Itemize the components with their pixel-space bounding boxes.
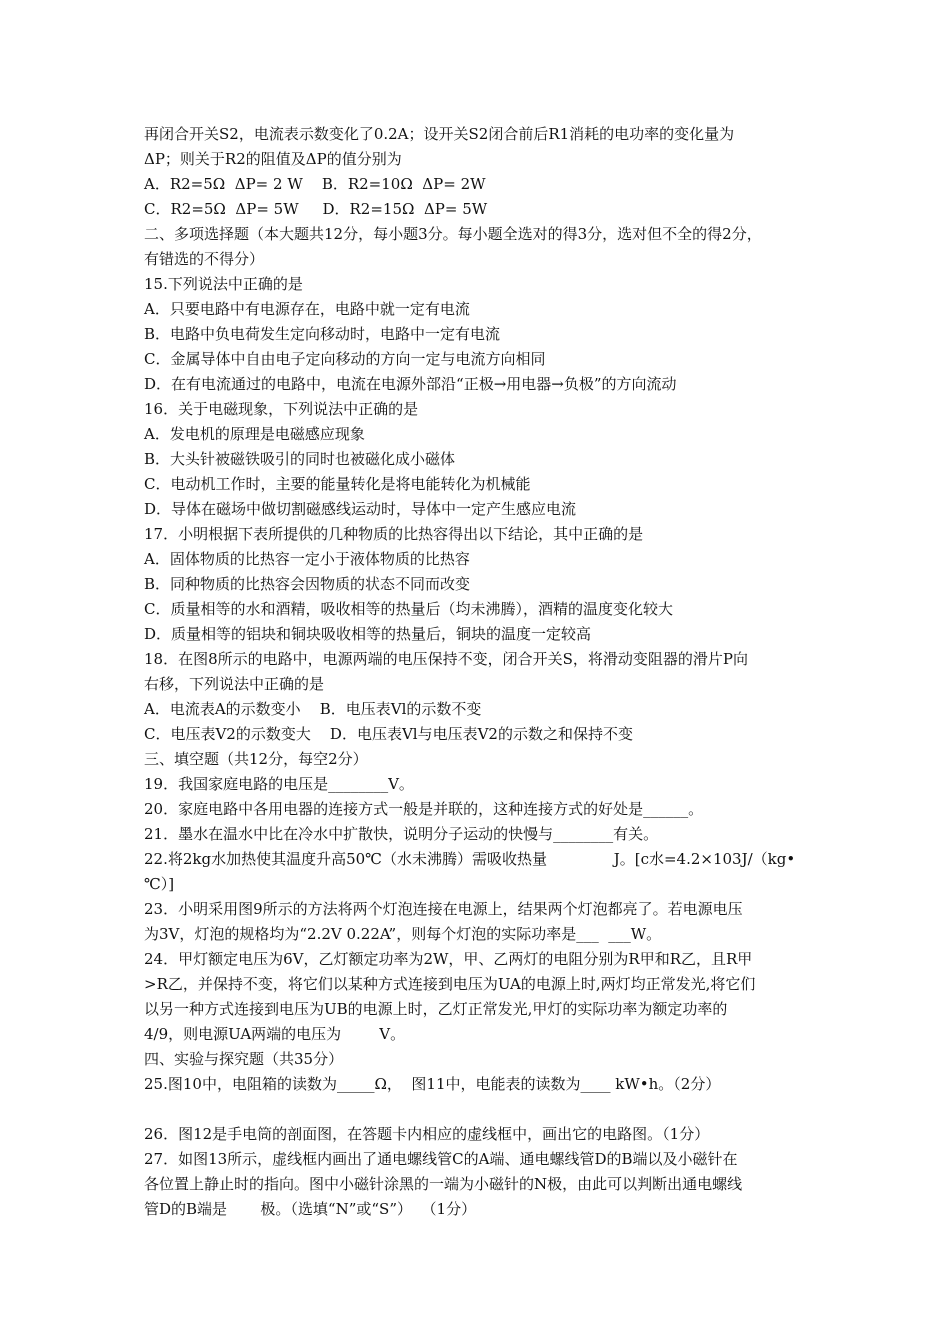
text-line: D．导体在磁场中做切割磁感线运动时，导体中一定产生感应电流 <box>144 500 577 518</box>
text-line: 25.图10中，电阻箱的读数为_____Ω， 图11中，电能表的读数为____ kW•h。（2分） <box>144 1075 721 1093</box>
text-line: 各位置上静止时的指向。图中小磁针涂黑的一端为小磁针的N极，由此可以判断出通电螺线 <box>144 1175 743 1193</box>
text-line: C．电压表V2的示数变大 D．电压表Vl与电压表V2的示数之和保持不变 <box>144 725 633 743</box>
text-line: 再闭合开关S2，电流表示数变化了0.2A；设开关S2闭合前后R1消耗的电功率的变化量为 <box>144 125 735 143</box>
text-line: 以另一种方式连接到电压为UB的电源上时，乙灯正常发光,甲灯的实际功率为额定功率的 <box>144 1000 728 1018</box>
text-line: 23．小明采用图9所示的方法将两个灯泡连接在电源上，结果两个灯泡都亮了。若电源电压 <box>144 900 743 918</box>
text-line: >R乙，并保持不变，将它们以某种方式连接到电压为UA的电源上时,两灯均正常发光,将它们 <box>144 975 756 993</box>
text-line: 20．家庭电路中各用电器的连接方式一般是并联的，这种连接方式的好处是______。 <box>144 800 704 818</box>
text-line: A．只要电路中有电源存在，电路中就一定有电流 <box>144 300 470 318</box>
text-line: 22.将2kg水加热使其温度升高50℃（水未沸腾）需吸收热量 J。[c水=4.2×103J/（kg• <box>144 850 796 868</box>
text-line: C．电动机工作时，主要的能量转化是将电能转化为机械能 <box>144 475 531 493</box>
text-line: A．发电机的原理是电磁感应现象 <box>144 425 365 443</box>
text-line: B．电路中负电荷发生定向移动时，电路中一定有电流 <box>144 325 501 343</box>
text-line: 26．图12是手电筒的剖面图，在答题卡内相应的虚线框中，画出它的电路图。（1分） <box>144 1125 710 1143</box>
text-line: 为3V，灯泡的规格均为“2.2V 0.22A”，则每个灯泡的实际功率是___ ___W。 <box>144 925 662 943</box>
text-line: 15.下列说法中正确的是 <box>144 275 303 293</box>
text-line: 三、填空题（共12分，每空2分） <box>144 750 368 768</box>
text-line: 16．关于电磁现象，下列说法中正确的是 <box>144 400 419 418</box>
exam-text-body <box>144 122 824 1222</box>
text-line: 27．如图13所示，虚线框内画出了通电螺线管C的A端、通电螺线管D的B端以及小磁针在 <box>144 1150 738 1168</box>
text-line: C．金属导体中自由电子定向移动的方向一定与电流方向相同 <box>144 350 546 368</box>
text-line: 有错选的不得分） <box>144 250 265 268</box>
text-line: B．同种物质的比热容会因物质的状态不同而改变 <box>144 575 471 593</box>
text-line: ℃）] <box>144 875 175 893</box>
text-line: 17．小明根据下表所提供的几种物质的比热容得出以下结论，其中正确的是 <box>144 525 644 543</box>
text-line: D．在有电流通过的电路中，电流在电源外部沿“正极→用电器→负极”的方向流动 <box>144 375 677 393</box>
text-line: 管D的B端是 极。（选填“N”或“S”） （1分） <box>144 1200 477 1218</box>
text-line: A．固体物质的比热容一定小于液体物质的比热容 <box>144 550 470 568</box>
text-line: B．大头针被磁铁吸引的同时也被磁化成小磁体 <box>144 450 456 468</box>
text-line: A．R2=5Ω ΔP= 2 W B．R2=10Ω ΔP= 2W <box>144 175 486 193</box>
text-line: 四、实验与探究题（共35分） <box>144 1050 344 1068</box>
text-line: 24．甲灯额定电压为6V，乙灯额定功率为2W，甲、乙两灯的电阻分别为R甲和R乙，且R甲 <box>144 950 753 968</box>
text-line: 右移，下列说法中正确的是 <box>144 675 325 693</box>
text-line: 21．墨水在温水中比在冷水中扩散快，说明分子运动的快慢与________有关。 <box>144 825 659 843</box>
text-line <box>144 1097 824 1122</box>
text-line: ΔP；则关于R2的阻值及ΔP的值分别为 <box>144 150 402 168</box>
text-line: 19．我国家庭电路的电压是________V。 <box>144 775 414 793</box>
text-line: 18．在图8所示的电路中，电源两端的电压保持不变，闭合开关S，将滑动变阻器的滑片P向 <box>144 650 749 668</box>
text-line: C．R2=5Ω ΔP= 5W D．R2=15Ω ΔP= 5W <box>144 200 488 218</box>
text-line: 4/9，则电源UA两端的电压为 V。 <box>144 1025 406 1043</box>
text-line: C．质量相等的水和酒精，吸收相等的热量后（均未沸腾），酒精的温度变化较大 <box>144 600 673 618</box>
text-line: D．质量相等的铝块和铜块吸收相等的热量后，铜块的温度一定较高 <box>144 625 592 643</box>
text-line: 二、多项选择题（本大题共12分，每小题3分。每小题全选对的得3分，选对但不全的得2分， <box>144 225 762 243</box>
text-line: A．电流表A的示数变小 B．电压表Vl的示数不变 <box>144 700 482 718</box>
